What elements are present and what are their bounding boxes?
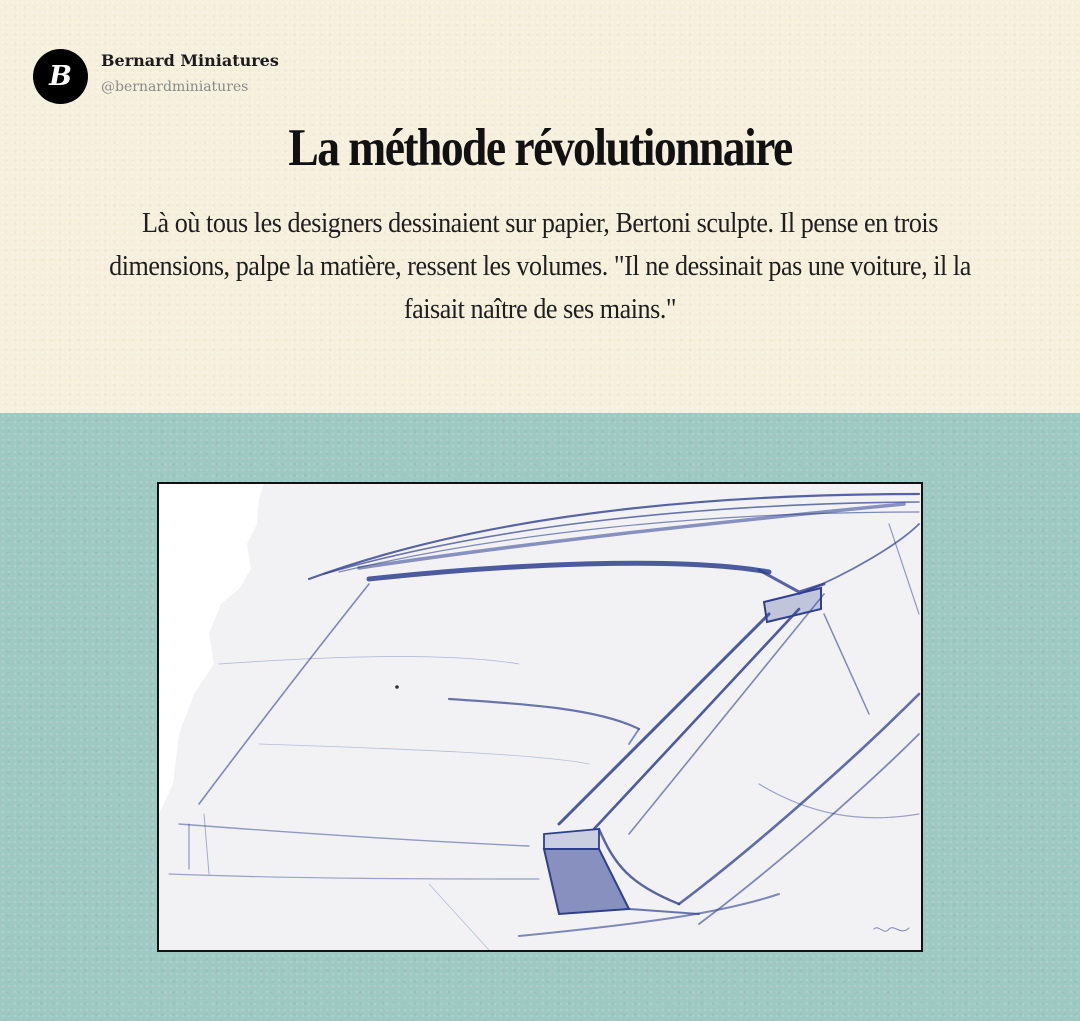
account-name[interactable]: Bernard Miniatures [101, 50, 279, 70]
car-sketch-drawing-icon [159, 484, 921, 950]
account-handle[interactable]: @bernardminiatures [101, 78, 249, 95]
avatar-letter: B [49, 61, 72, 92]
avatar[interactable] [33, 49, 88, 104]
post-body: Là où tous les designers dessinaient sur papier, Bertoni sculpte. Il pense en trois dimensions, palpe la matière, ressent les volumes. "Il ne dessinait pas une voiture, il la faisait naître de ses mains." [109, 207, 971, 325]
header-panel [0, 0, 1080, 413]
post-title: La méthode révolutionnaire [288, 119, 792, 177]
car-sketch-image [157, 482, 923, 952]
profile [33, 49, 279, 104]
account-names [101, 50, 279, 98]
